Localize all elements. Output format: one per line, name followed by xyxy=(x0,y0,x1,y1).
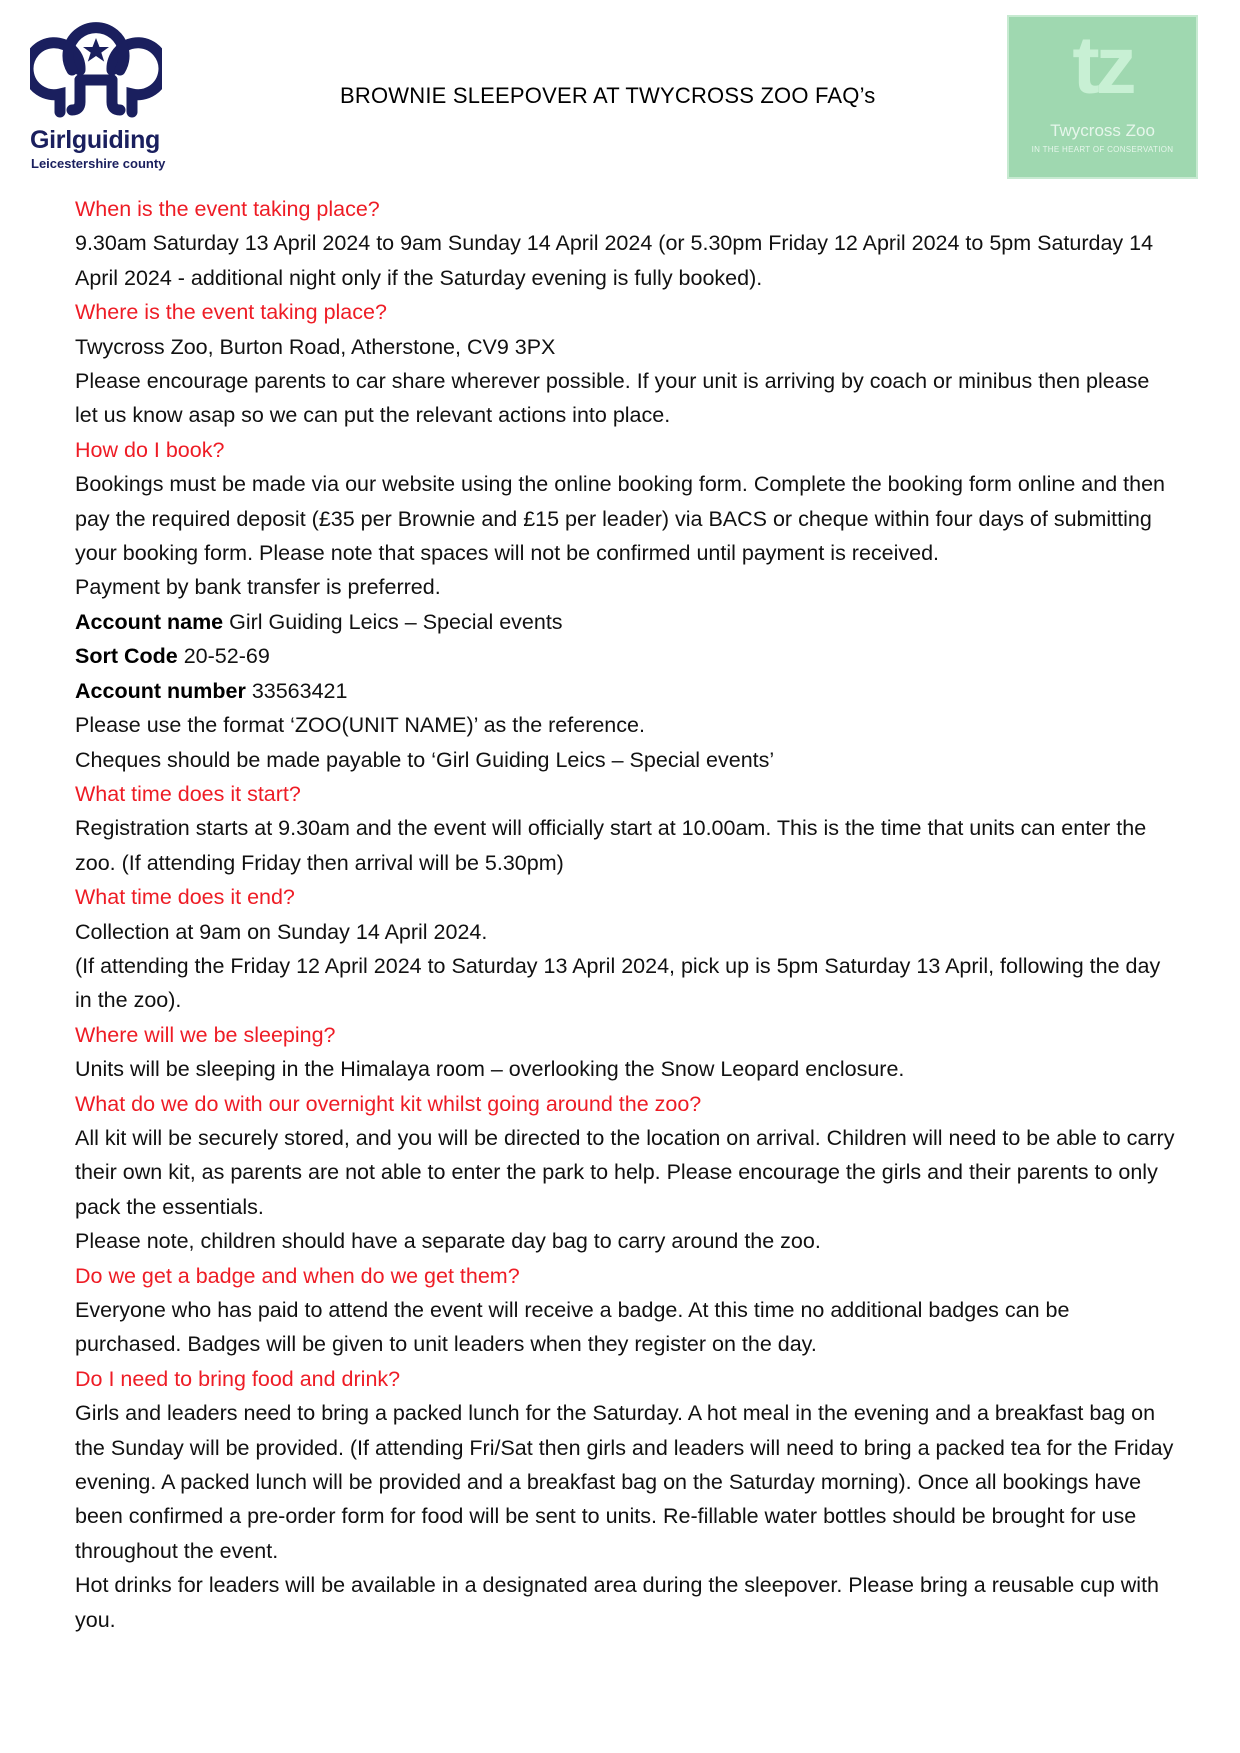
faq-question: What do we do with our overnight kit whilst going around the zoo? xyxy=(75,1091,702,1116)
faq-answer: (If attending the Friday 12 April 2024 to Saturday 13 April 2024, pick up is 5pm Saturday 13 April, following the day in the zoo). xyxy=(75,953,1161,1013)
faq-list xyxy=(75,192,1175,1637)
page-title: BROWNIE SLEEPOVER AT TWYCROSS ZOO FAQ’s xyxy=(340,83,876,108)
tz-monogram: tz xyxy=(1072,20,1133,111)
faq-answer: 9.30am Saturday 13 April 2024 to 9am Sunday 14 April 2024 (or 5.30pm Friday 12 April 2024 to 5pm Saturday 14 April 2024 - additional night only if the Saturday evening is fully booked). xyxy=(75,231,1154,290)
bank-label: Account number xyxy=(75,678,246,703)
faq-answer: Bookings must be made via our website using the online booking form. Complete the booking form online and then pay the required deposit (£35 per Brownie and £15 per leader) via BACS or cheque within four days of submitting your booking form. Please note that spaces will not be confirmed until payment is received. xyxy=(75,472,1165,566)
zoo-tagline: IN THE HEART OF CONSERVATION xyxy=(1031,145,1174,154)
bank-account-name xyxy=(75,605,1175,639)
girlguiding-logo xyxy=(30,22,180,172)
bank-label: Account name xyxy=(75,609,224,634)
faq-answer: Cheques should be made payable to ‘Girl Guiding Leics – Special events’ xyxy=(75,747,775,772)
zoo-name: Twycross Zoo xyxy=(1050,121,1155,140)
bank-value: Girl Guiding Leics – Special events xyxy=(229,609,563,634)
bank-value: 20-52-69 xyxy=(183,644,270,669)
logo-wordmark: Girlguiding xyxy=(30,126,161,154)
faq-answer: Everyone who has paid to attend the event will receive a badge. At this time no additional badges can be purchased. Badges will be given to unit leaders when they register on the day. xyxy=(75,1298,1070,1357)
faq-answer: Hot drinks for leaders will be available in a designated area during the sleepover. Please bring a reusable cup with you. xyxy=(75,1573,1160,1632)
faq-answer: Payment by bank transfer is preferred. xyxy=(75,575,441,600)
faq-question: Where is the event taking place? xyxy=(75,300,387,325)
trefoil-icon xyxy=(30,22,162,122)
faq-answer: Please encourage parents to car share wherever possible. If your unit is arriving by coach or minibus then please let us know asap so we can put the relevant actions into place. xyxy=(75,369,1150,428)
twycross-zoo-logo xyxy=(1007,15,1198,179)
faq-answer: Collection at 9am on Sunday 14 April 2024. xyxy=(75,919,488,944)
faq-question: When is the event taking place? xyxy=(75,197,380,221)
faq-question: What time does it start? xyxy=(75,781,301,806)
faq-answer: Units will be sleeping in the Himalaya room – overlooking the Snow Leopard enclosure. xyxy=(75,1057,905,1082)
faq-answer: Please use the format ‘ZOO(UNIT NAME)’ as the reference. xyxy=(75,713,645,738)
faq-answer: Registration starts at 9.30am and the event will officially start at 10.00am. This is the time that units can enter the zoo. (If attending Friday then arrival will be 5.30pm) xyxy=(75,816,1147,875)
faq-question: Do we get a badge and when do we get them? xyxy=(75,1263,520,1288)
faq-answer: Twycross Zoo, Burton Road, Atherstone, CV9 3PX xyxy=(75,334,556,359)
faq-question: Where will we be sleeping? xyxy=(75,1022,336,1047)
bank-label: Sort Code xyxy=(75,644,178,669)
faq-answer: Girls and leaders need to bring a packed lunch for the Saturday. A hot meal in the evening and a breakfast bag on the Sunday will be provided. (If attending Fri/Sat then girls and leaders will need to bring a packed tea for the Friday evening. A packed lunch will be provided and a breakfast bag on the Saturday morning). Once all bookings have been confirmed a pre-order form for food will be sent to units. Re-fillable water bottles should be brought for use throughout the event. xyxy=(75,1401,1174,1563)
faq-question: How do I book? xyxy=(75,437,225,462)
faq-answer: All kit will be securely stored, and you will be directed to the location on arrival. Children will need to be able to carry their own kit, as parents are not able to enter the park to help. Please encourage the girls and their parents to only pack the essentials. xyxy=(75,1125,1175,1219)
faq-question: Do I need to bring food and drink? xyxy=(75,1366,401,1391)
bank-sort-code xyxy=(75,639,1175,673)
logo-subtitle: Leicestershire county xyxy=(31,156,166,171)
faq-question: What time does it end? xyxy=(75,885,295,910)
bank-value: 33563421 xyxy=(251,678,348,703)
faq-answer: Please note, children should have a separate day bag to carry around the zoo. xyxy=(75,1229,821,1254)
bank-account-number xyxy=(75,674,1175,708)
